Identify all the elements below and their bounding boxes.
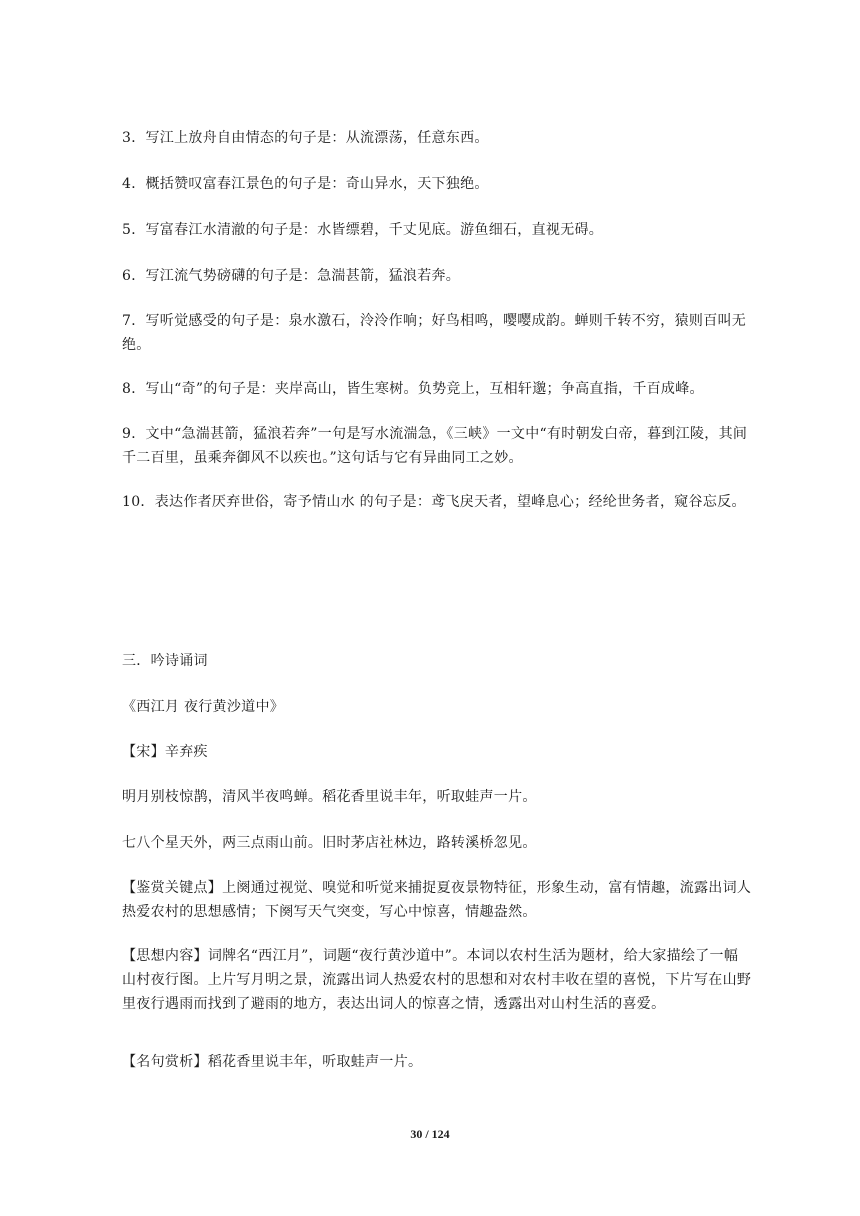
thought-text: 词牌名“西江月”，词题“夜行黄沙道中”。本词以农村生活为题材，给大家描绘了一幅山村夜行图。上片写月明之景，流露出词人热爱农村的思想和对农村丰收在望的喜悦，下片写在山野里夜行遇雨而找到了避雨的地方，表达出词人的惊喜之情，透露出对山村生活的喜爱。 bbox=[122, 948, 752, 1012]
famous-lines-label: 【名句赏析】 bbox=[122, 1054, 208, 1070]
item-5: 5．写富春江水清澈的句子是：水皆缥碧，千丈见底。游鱼细石，直视无碍。 bbox=[122, 222, 604, 238]
famous-lines-text: 稻花香里说丰年，听取蛙声一片。 bbox=[207, 1054, 423, 1070]
appreciation-text: 上阕通过视觉、嗅觉和听觉来捕捉夏夜景物特征，形象生动，富有情趣，流露出词人热爱农村的思想感情；下阕写天气突变，写心中惊喜，情趣盎然。 bbox=[122, 880, 752, 920]
item-4: 4．概括赞叹富春江景色的句子是：奇山异水，天下独绝。 bbox=[122, 176, 489, 192]
item-6: 6．写江流气势磅礴的句子是：急湍甚箭，猛浪若奔。 bbox=[122, 268, 461, 284]
thought-content bbox=[122, 944, 752, 1016]
page-number: 30 / 124 bbox=[410, 1127, 450, 1141]
item-8: 8．写山“奇”的句子是：夹岸高山，皆生寒树。负势竞上，互相轩邈；争高直指，千百成峰。 bbox=[122, 381, 704, 397]
appreciation-label: 【鉴赏关键点】 bbox=[122, 880, 223, 896]
poem-line-2: 七八个星天外，两三点雨山前。旧时茅店社林边，路转溪桥忽见。 bbox=[122, 835, 537, 851]
poem-author: 【宋】辛弃疾 bbox=[122, 744, 208, 760]
item-7: 7．写听觉感受的句子是：泉水激石，泠泠作响；好鸟相鸣，嘤嘤成韵。蝉则千转不穷，猿则百叫无绝。 bbox=[122, 313, 747, 353]
appreciation-keypoints bbox=[122, 876, 752, 924]
poem-line-1: 明月别枝惊鹊，清风半夜鸣蝉。稻花香里说丰年，听取蛙声一片。 bbox=[122, 789, 537, 805]
section-heading: 三．吟诗诵词 bbox=[122, 653, 208, 669]
thought-label: 【思想内容】 bbox=[122, 948, 208, 964]
item-10: 10．表达作者厌弃世俗，寄予情山水 的句子是：鸢飞戾天者，望峰息心；经纶世务者，窥谷忘反。 bbox=[122, 494, 746, 510]
item-3: 3．写江上放舟自由情态的句子是：从流漂荡，任意东西。 bbox=[122, 130, 489, 146]
item-9: 9．文中“急湍甚箭，猛浪若奔”一句是写水流湍急，《三峡》一文中“有时朝发白帝，暮到江陵，其间千二百里，虽乘奔御风不以疾也。”这句话与它有异曲同工之妙。 bbox=[122, 426, 748, 466]
famous-lines bbox=[122, 1050, 752, 1074]
poem-title: 《西江月 夜行黄沙道中》 bbox=[122, 699, 285, 715]
